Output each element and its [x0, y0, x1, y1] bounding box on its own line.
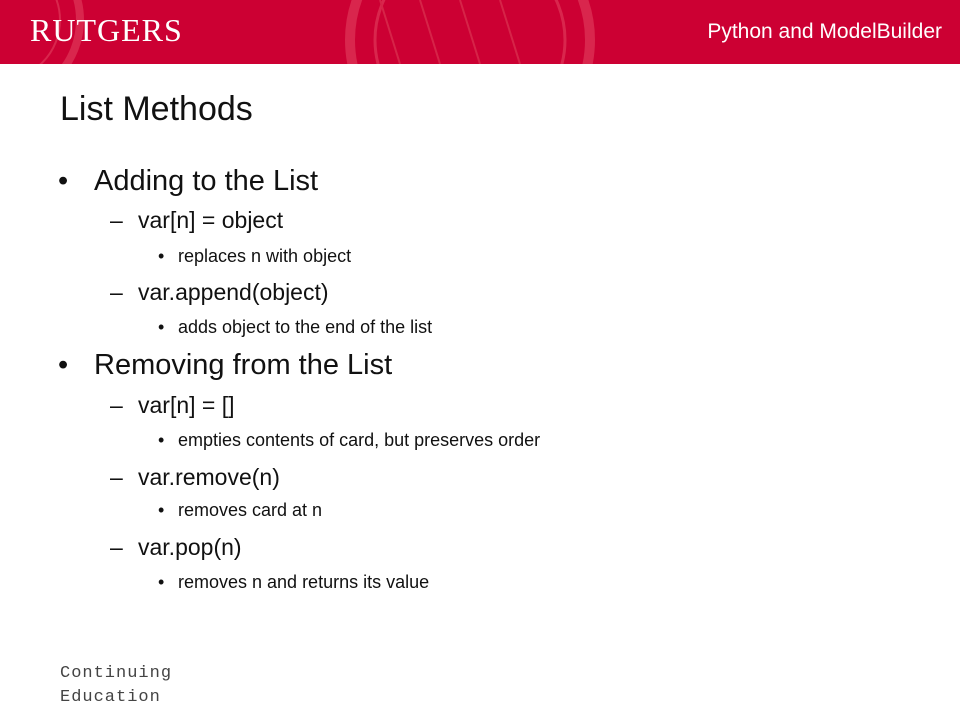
bullet-item-level2: [110, 532, 242, 562]
dash-icon: –: [110, 534, 123, 560]
bullet-dot-icon: •: [158, 246, 165, 266]
dash-icon: –: [110, 279, 123, 305]
dash-icon: –: [110, 207, 123, 233]
bullet-dot-icon: •: [58, 165, 69, 197]
code-expression: var.remove(n): [138, 464, 280, 490]
bullet-item-level1: • Removing from the List: [58, 349, 393, 381]
footer-line: Education: [60, 688, 161, 707]
bullet-item-level3: • replaces n with object: [158, 246, 352, 266]
footer-line: Continuing: [60, 664, 173, 683]
footer-branding: [60, 662, 172, 710]
bullet-item-level2: [110, 390, 235, 420]
bullet-item-level3: • removes n and returns its value: [158, 572, 430, 592]
dash-icon: –: [110, 464, 123, 490]
code-expression: var[n] = []: [138, 392, 235, 418]
bullet-item-level2: [110, 277, 329, 307]
bullet-dot-icon: •: [158, 317, 165, 337]
code-expression: var.append(object): [138, 279, 329, 305]
rutgers-logo: RUTGERS: [30, 12, 183, 48]
bullet-item-level1: • Adding to the List: [58, 165, 319, 197]
bullet-item-level3: • removes card at n: [158, 500, 323, 520]
dash-icon: –: [110, 392, 123, 418]
bullet-dot-icon: •: [58, 349, 69, 381]
bullet-item-level3: • adds object to the end of the list: [158, 317, 433, 337]
bullet-item-level2: [110, 462, 280, 492]
slide-title: List Methods: [60, 90, 253, 128]
code-expression: var[n] = object: [138, 207, 284, 233]
bullet-dot-icon: •: [158, 500, 165, 520]
bullet-dot-icon: •: [158, 430, 165, 450]
code-expression: var.pop(n): [138, 534, 242, 560]
course-title: Python and ModelBuilder: [707, 20, 942, 43]
bullet-dot-icon: •: [158, 572, 165, 592]
bullet-item-level2: [110, 205, 283, 235]
bullet-item-level3: • empties contents of card, but preserves order: [158, 430, 541, 450]
